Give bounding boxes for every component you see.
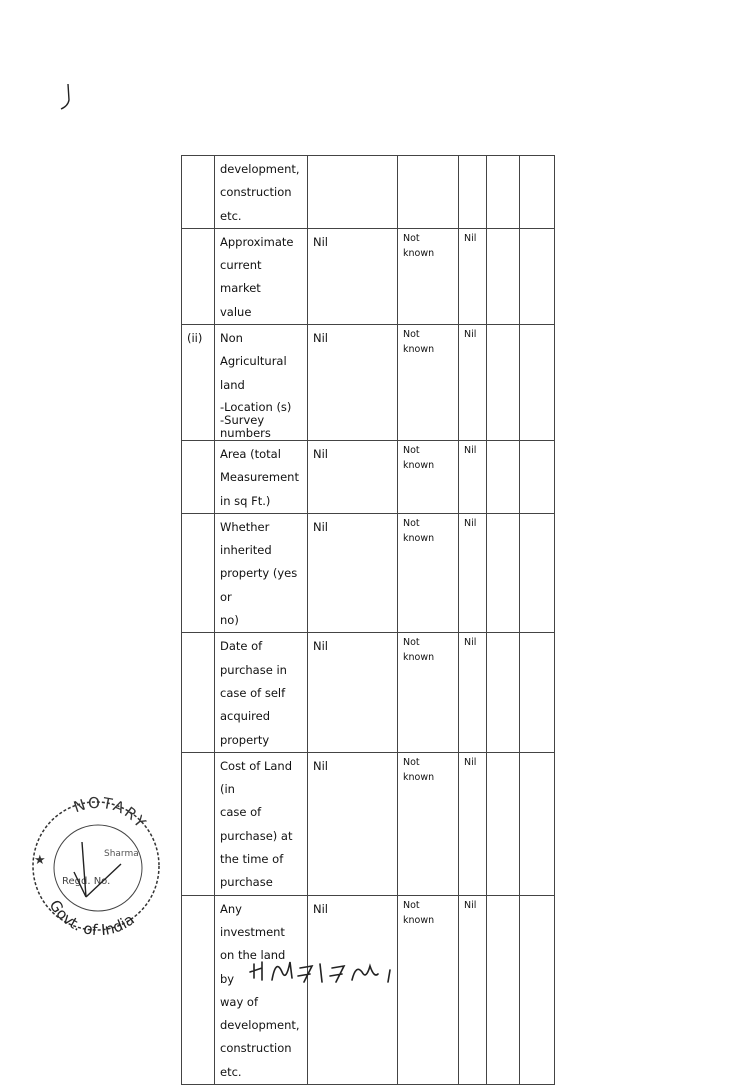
status-cell: Not known bbox=[398, 513, 459, 632]
description-cell: Whether inherited property (yes or no) bbox=[215, 513, 308, 632]
empty-cell bbox=[520, 513, 555, 632]
description-cell: Area (total Measurement in sq Ft.) bbox=[215, 440, 308, 513]
remark-cell: Nil bbox=[459, 440, 487, 513]
value-cell: Nil bbox=[308, 325, 398, 441]
status-cell: Not known bbox=[398, 895, 459, 1084]
table-row bbox=[182, 513, 555, 632]
stamp-bottom-text: Govt. of India bbox=[45, 896, 138, 940]
value-cell: Nil bbox=[308, 633, 398, 752]
empty-cell bbox=[487, 513, 520, 632]
stamp-top-text: NOTARY bbox=[71, 793, 151, 833]
serial-cell bbox=[182, 633, 215, 752]
value-cell: Nil bbox=[308, 228, 398, 324]
status-cell: Not known bbox=[398, 752, 459, 895]
remark-cell bbox=[459, 156, 487, 229]
value-cell: Nil bbox=[308, 895, 398, 1084]
serial-cell: (ii) bbox=[182, 325, 215, 441]
empty-cell bbox=[487, 325, 520, 441]
description-cell: Date of purchase in case of self acquired property bbox=[215, 633, 308, 752]
empty-cell bbox=[487, 156, 520, 229]
description-cell: Cost of Land (in case of purchase) at the time of purchase bbox=[215, 752, 308, 895]
description-cell: Any investment on the land by way of development, construction etc. bbox=[215, 895, 308, 1084]
remark-cell: Nil bbox=[459, 513, 487, 632]
empty-cell bbox=[520, 228, 555, 324]
stamp-reg-text: Regd. No. bbox=[62, 876, 111, 887]
serial-cell bbox=[182, 440, 215, 513]
empty-cell bbox=[520, 156, 555, 229]
value-cell: Nil bbox=[308, 440, 398, 513]
empty-cell bbox=[487, 752, 520, 895]
remark-cell: Nil bbox=[459, 228, 487, 324]
table-row bbox=[182, 228, 555, 324]
notary-stamp bbox=[26, 792, 166, 942]
value-cell: Nil bbox=[308, 513, 398, 632]
stamp-name-text: Sharma bbox=[104, 849, 139, 859]
remark-cell: Nil bbox=[459, 633, 487, 752]
status-cell: Not known bbox=[398, 325, 459, 441]
value-cell bbox=[308, 156, 398, 229]
remark-cell: Nil bbox=[459, 895, 487, 1084]
empty-cell bbox=[520, 633, 555, 752]
description-cell: Approximate current market value bbox=[215, 228, 308, 324]
serial-cell bbox=[182, 513, 215, 632]
asset-details-table bbox=[181, 155, 555, 1085]
table-row bbox=[182, 325, 555, 441]
empty-cell bbox=[487, 228, 520, 324]
description-cell: Non Agricultural land -Location (s) -Survey numbers bbox=[215, 325, 308, 441]
handwritten-signature bbox=[248, 950, 418, 990]
table-row bbox=[182, 752, 555, 895]
empty-cell bbox=[520, 895, 555, 1084]
status-cell: Not known bbox=[398, 440, 459, 513]
status-cell bbox=[398, 156, 459, 229]
table-row bbox=[182, 440, 555, 513]
remark-cell: Nil bbox=[459, 752, 487, 895]
serial-cell bbox=[182, 752, 215, 895]
empty-cell bbox=[520, 440, 555, 513]
value-cell: Nil bbox=[308, 752, 398, 895]
stray-pen-mark bbox=[58, 82, 78, 112]
table-row bbox=[182, 156, 555, 229]
serial-cell bbox=[182, 156, 215, 229]
empty-cell bbox=[520, 325, 555, 441]
description-cell: development, construction etc. bbox=[215, 156, 308, 229]
remark-cell: Nil bbox=[459, 325, 487, 441]
serial-cell bbox=[182, 895, 215, 1084]
empty-cell bbox=[487, 440, 520, 513]
status-cell: Not known bbox=[398, 633, 459, 752]
empty-cell bbox=[487, 895, 520, 1084]
empty-cell bbox=[487, 633, 520, 752]
table-row bbox=[182, 633, 555, 752]
status-cell: Not known bbox=[398, 228, 459, 324]
empty-cell bbox=[520, 752, 555, 895]
star-icon: ★ bbox=[34, 853, 46, 868]
serial-cell bbox=[182, 228, 215, 324]
